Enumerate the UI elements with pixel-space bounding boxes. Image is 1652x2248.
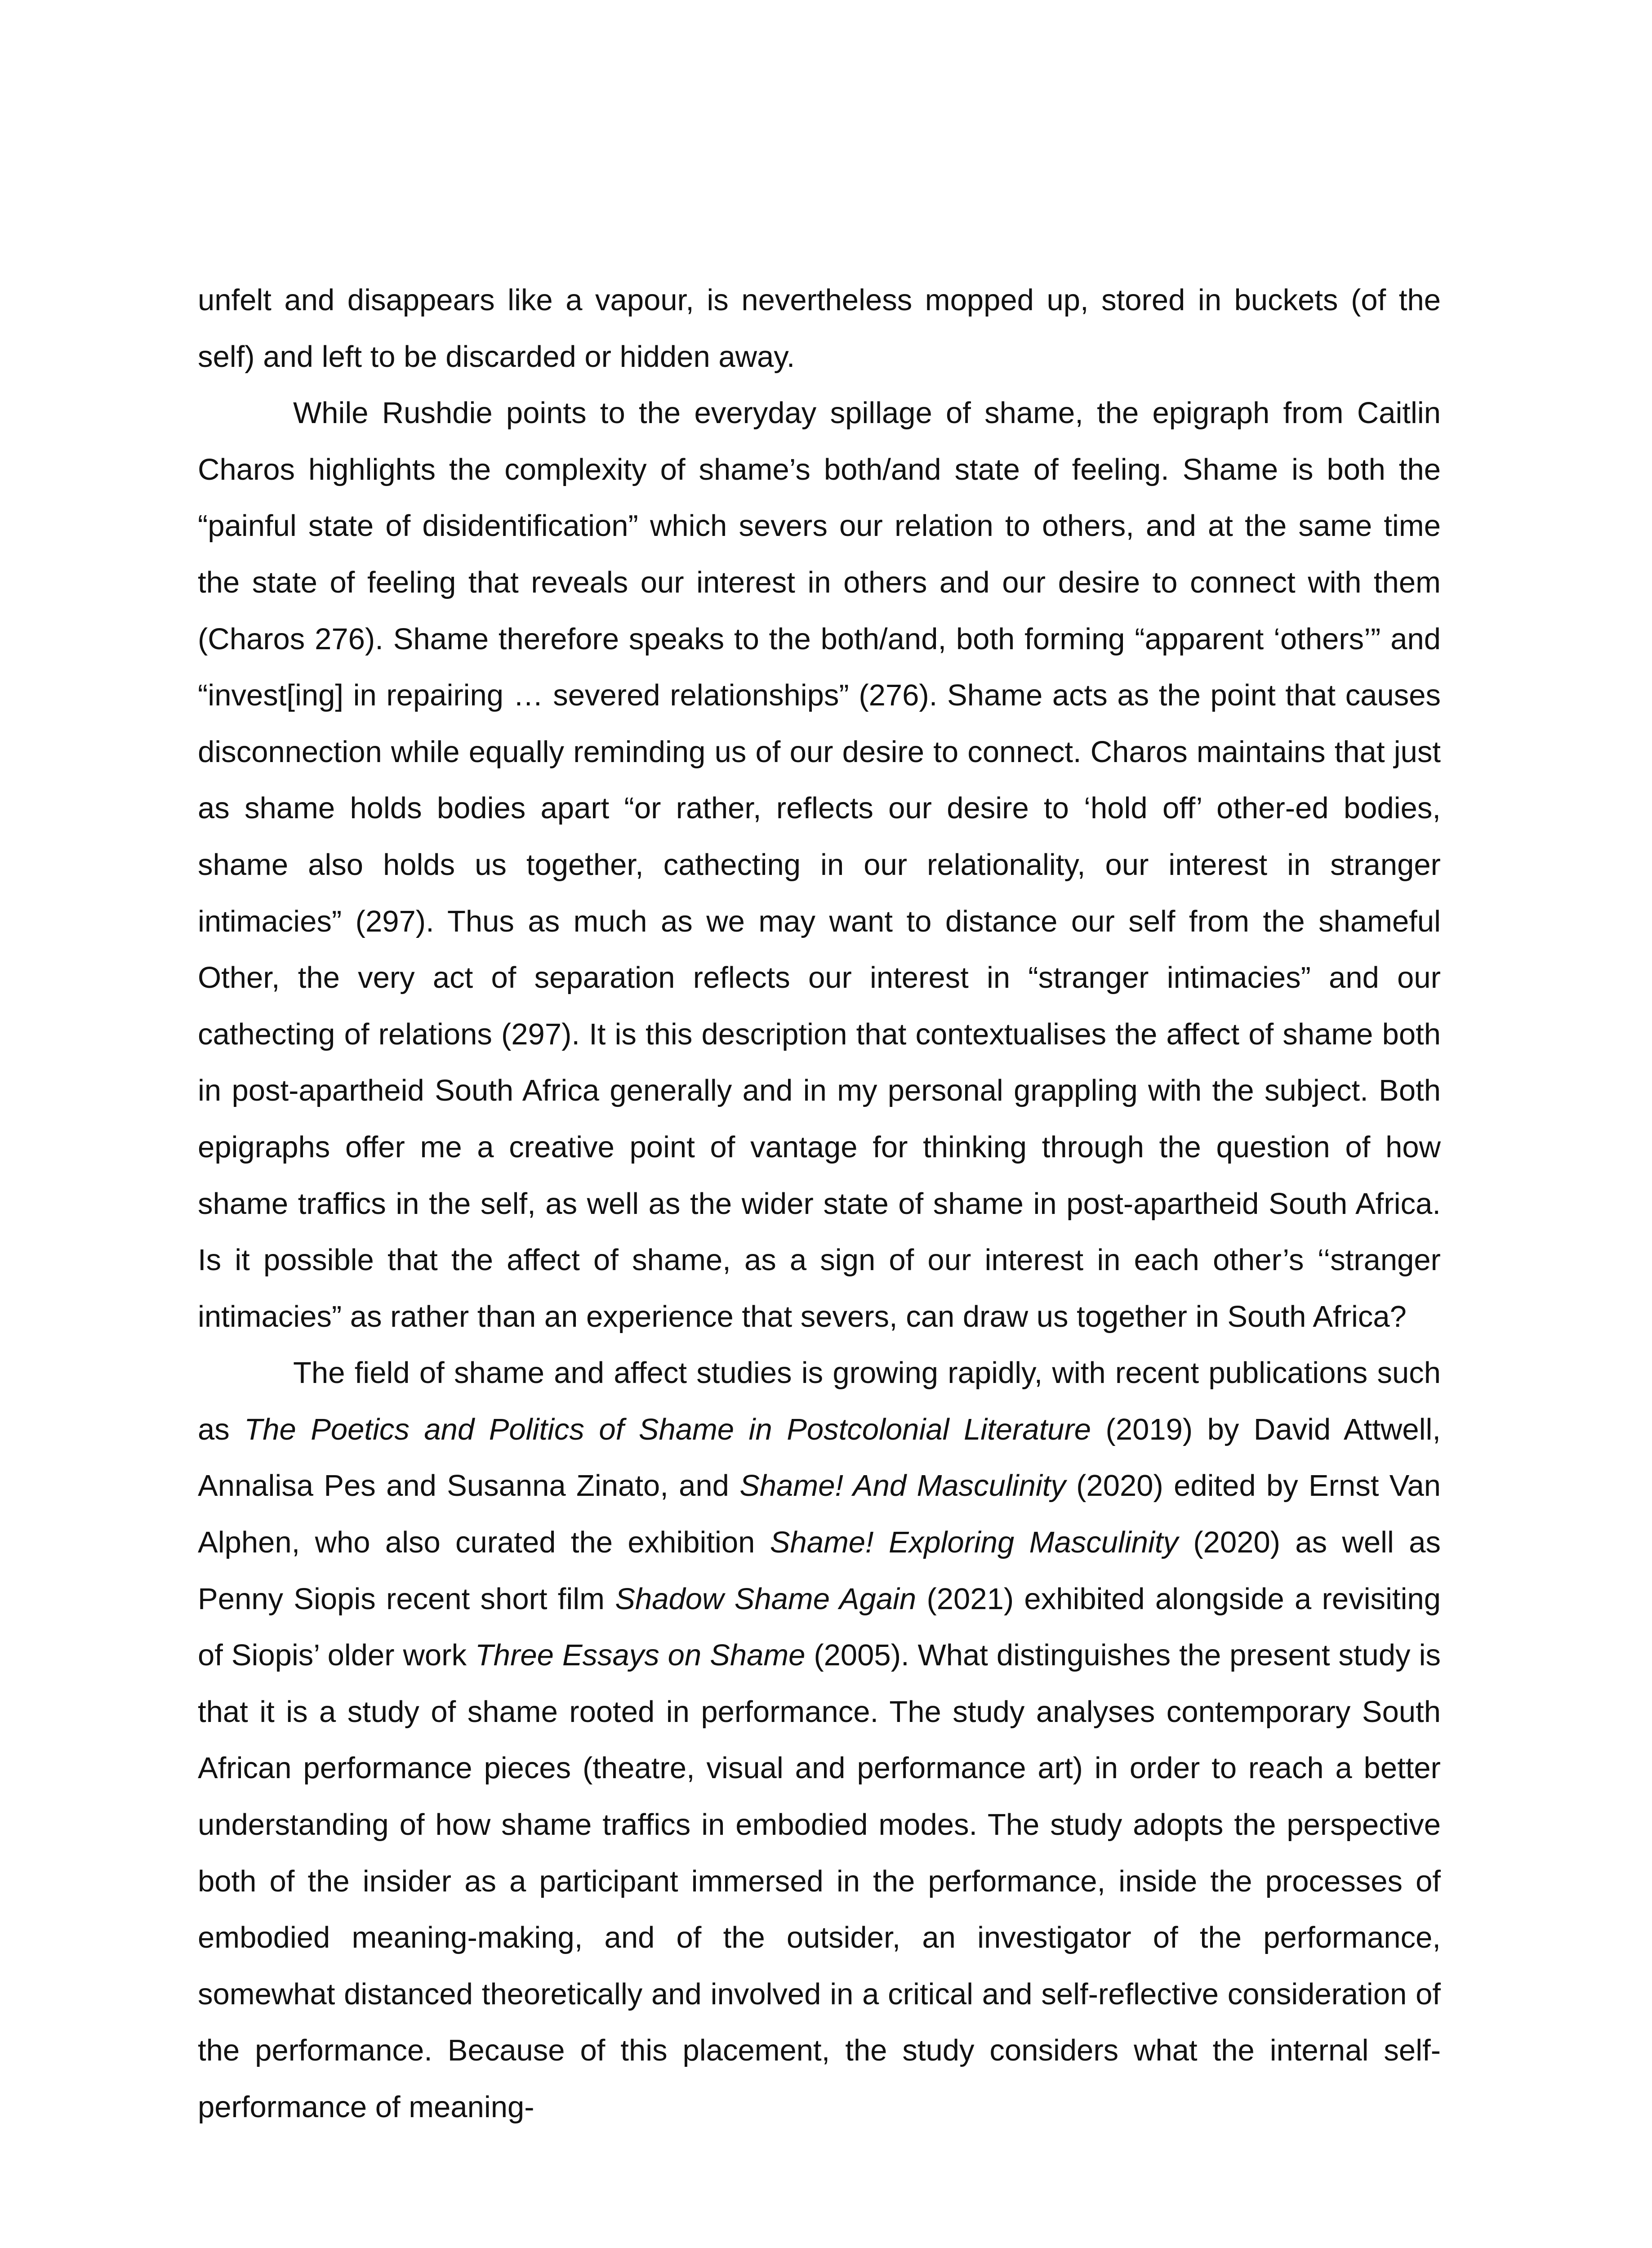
exhibition-title: Shame! Exploring Masculinity: [770, 1525, 1179, 1560]
text-run: (2020) as well as Penny Siopis recent short film: [198, 1525, 1441, 1616]
book-title: The Poetics and Politics of Shame in Postcolonial Literature: [244, 1412, 1091, 1446]
book-title: Shame! And Masculinity: [739, 1469, 1066, 1503]
text-run: While Rushdie points to the everyday spillage of shame, the epigraph from Caitlin Charos highlights the complexity of shame’s both/and state of feeling. Shame is both the “painful state of disidentification” which severs our relation to others, and at the same time the state of feeling that reveals our interest in others and our desire to connect with them (Charos 276). Shame therefore speaks to the both/and, both forming “apparent ‘others’” and “invest[ing] in repairing … severed relationships” (276). Shame acts as the point that causes disconnection while equally reminding us of our desire to connect. Charos maintains that just as shame holds bodies apart “or rather, reflects our desire to ‘hold off’ other-ed bodies, shame also holds us together, cathecting in our relationality, our interest in stranger intimacies” (297). Thus as much as we may want to distance our self from the shameful Other, the very act of separation reflects our interest in “stranger intimacies” and our cathecting of relations (297). It is this description that contextualises the affect of shame both in post-apartheid South Africa generally and in my personal grappling with the subject. Both epigraphs offer me a creative point of vantage for thinking through the question of how shame traffics in the self, as well as the wider state of shame in post-apartheid South Africa. Is it possible that the affect of shame, as a sign of our interest in each other’s ‘‘stranger intimacies” as rather than an experience that severs, can draw us together in South Africa?: [198, 396, 1441, 1334]
paragraph-charos: [198, 385, 1441, 1345]
text-run: (2005). What distinguishes the present study is that it is a study of shame rooted in performance. The study analyses contemporary South African performance pieces (theatre, visual and performance art) in order to reach a better understanding of how shame traffics in embodied modes. The study adopts the perspective both of the insider as a participant immersed in the performance, inside the processes of embodied meaning-making, and of the outsider, an investigator of the performance, somewhat distanced theoretically and involved in a critical and self-reflective consideration of the performance. Because of this placement, the study considers what the internal self-performance of meaning-: [198, 1638, 1441, 2124]
text-run: (2020) edited by Ernst Van Alphen, who also curated the exhibition: [198, 1469, 1441, 1560]
text-run: The field of shame and affect studies is growing rapidly, with recent publications such as: [198, 1356, 1441, 1446]
paragraph-continuation: [198, 272, 1441, 385]
text-run: (2021) exhibited alongside a revisiting of Siopis’ older work: [198, 1582, 1441, 1673]
paragraph-field-of-shame: [198, 1345, 1441, 2135]
work-title: Three Essays on Shame: [475, 1638, 806, 1673]
film-title: Shadow Shame Again: [615, 1582, 917, 1616]
text-run: (2019) by David Attwell, Annalisa Pes and Susanna Zinato, and: [198, 1412, 1441, 1503]
body-text: [198, 272, 1441, 2136]
text-run: unfelt and disappears like a vapour, is nevertheless mopped up, stored in buckets (of the self) and left to be discarded or hidden away.: [198, 283, 1441, 374]
